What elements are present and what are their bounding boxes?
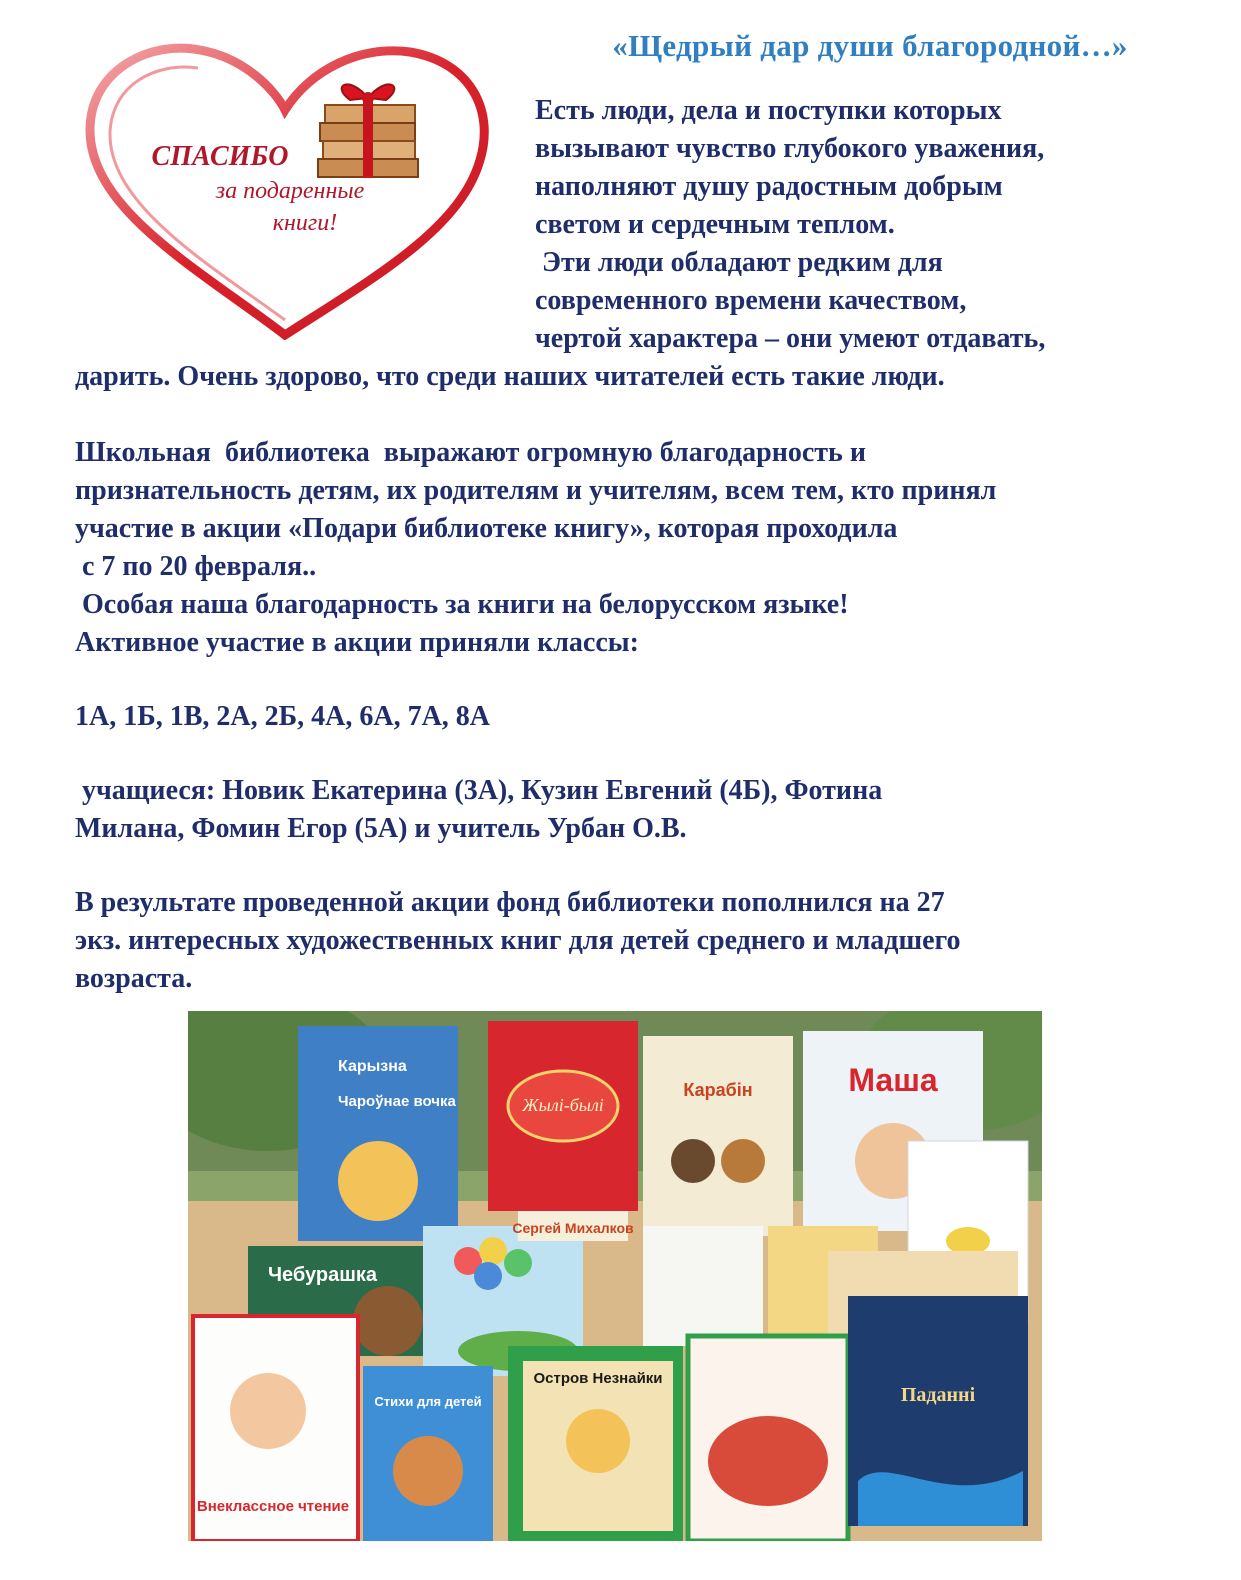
- gift-books-icon: [318, 84, 418, 178]
- intro-line: дарить. Очень здорово, что среди наших читателей есть такие люди.: [75, 361, 945, 392]
- students-line: учащиеся: Новик Екатерина (3А), Кузин Евгений (4Б), Фотина: [75, 775, 883, 806]
- book-subtitle: Чароўнае вочка: [338, 1093, 456, 1110]
- book-cover: [643, 1036, 793, 1236]
- book-title: Стихи для детей: [374, 1394, 482, 1409]
- intro-line: чертой характера – они умеют отдавать,: [535, 323, 1046, 354]
- paragraph-line: участие в акции «Подари библиотеке книгу», которая проходила: [75, 513, 898, 544]
- result-line: возраста.: [75, 963, 193, 994]
- intro-text: [535, 92, 1215, 358]
- intro-line: наполняют душу радостным добрым: [535, 171, 1003, 202]
- intro-line: Эти люди обладают редким для: [535, 247, 943, 278]
- paragraph-line: признательность детям, их родителям и учителям, всем тем, кто принял: [75, 475, 997, 506]
- main-text: [75, 434, 1225, 998]
- intro-line: современного времени качеством,: [535, 285, 967, 316]
- logo-text-line3: книги!: [272, 210, 338, 236]
- result-line: экз. интересных художественных книг для детей среднего и младшего: [75, 925, 961, 956]
- book-cover: [643, 1226, 763, 1346]
- paragraph-line: Активное участие в акции приняли классы:: [75, 627, 639, 658]
- book-title: Карабін: [683, 1080, 753, 1100]
- paragraph-line: Школьная библиотека выражают огромную благодарность и: [75, 437, 866, 468]
- paragraph-line: Особая наша благодарность за книги на белорусском языке!: [75, 589, 849, 620]
- students-line: Милана, Фомин Егор (5А) и учитель Урбан О.В.: [75, 813, 687, 844]
- intro-last-line: [75, 358, 1225, 396]
- intro-line: светом и сердечным теплом.: [535, 209, 895, 240]
- book-title: Сергей Михалков: [512, 1220, 634, 1236]
- intro-line: вызывают чувство глубокого уважения,: [535, 133, 1045, 164]
- paragraph-line: с 7 по 20 февраля..: [75, 551, 317, 582]
- book-title: Жылі-былі: [522, 1095, 604, 1115]
- logo-text-spasibo: СПАСИБО: [151, 141, 289, 172]
- logo-text-line2: за подаренные: [215, 178, 365, 204]
- book-title: Маша: [848, 1062, 938, 1098]
- book-title: Остров Незнайки: [533, 1370, 663, 1387]
- thank-you-heart-logo: [80, 40, 500, 340]
- book-title: Внеклассное чтение: [196, 1498, 350, 1515]
- page-title: «Щедрый дар души благородной…»: [612, 28, 1128, 63]
- book-title: Паданні: [900, 1384, 976, 1406]
- result-line: В результате проведенной акции фонд библиотеки пополнился на 27: [75, 887, 945, 918]
- donated-books-photo: [188, 1011, 1042, 1541]
- classes-list: 1А, 1Б, 1В, 2А, 2Б, 4А, 6А, 7А, 8А: [75, 701, 491, 732]
- book-title: Карызна: [338, 1058, 407, 1075]
- book-title: Чебурашка: [268, 1264, 378, 1286]
- intro-line: Есть люди, дела и поступки которых: [535, 95, 1002, 126]
